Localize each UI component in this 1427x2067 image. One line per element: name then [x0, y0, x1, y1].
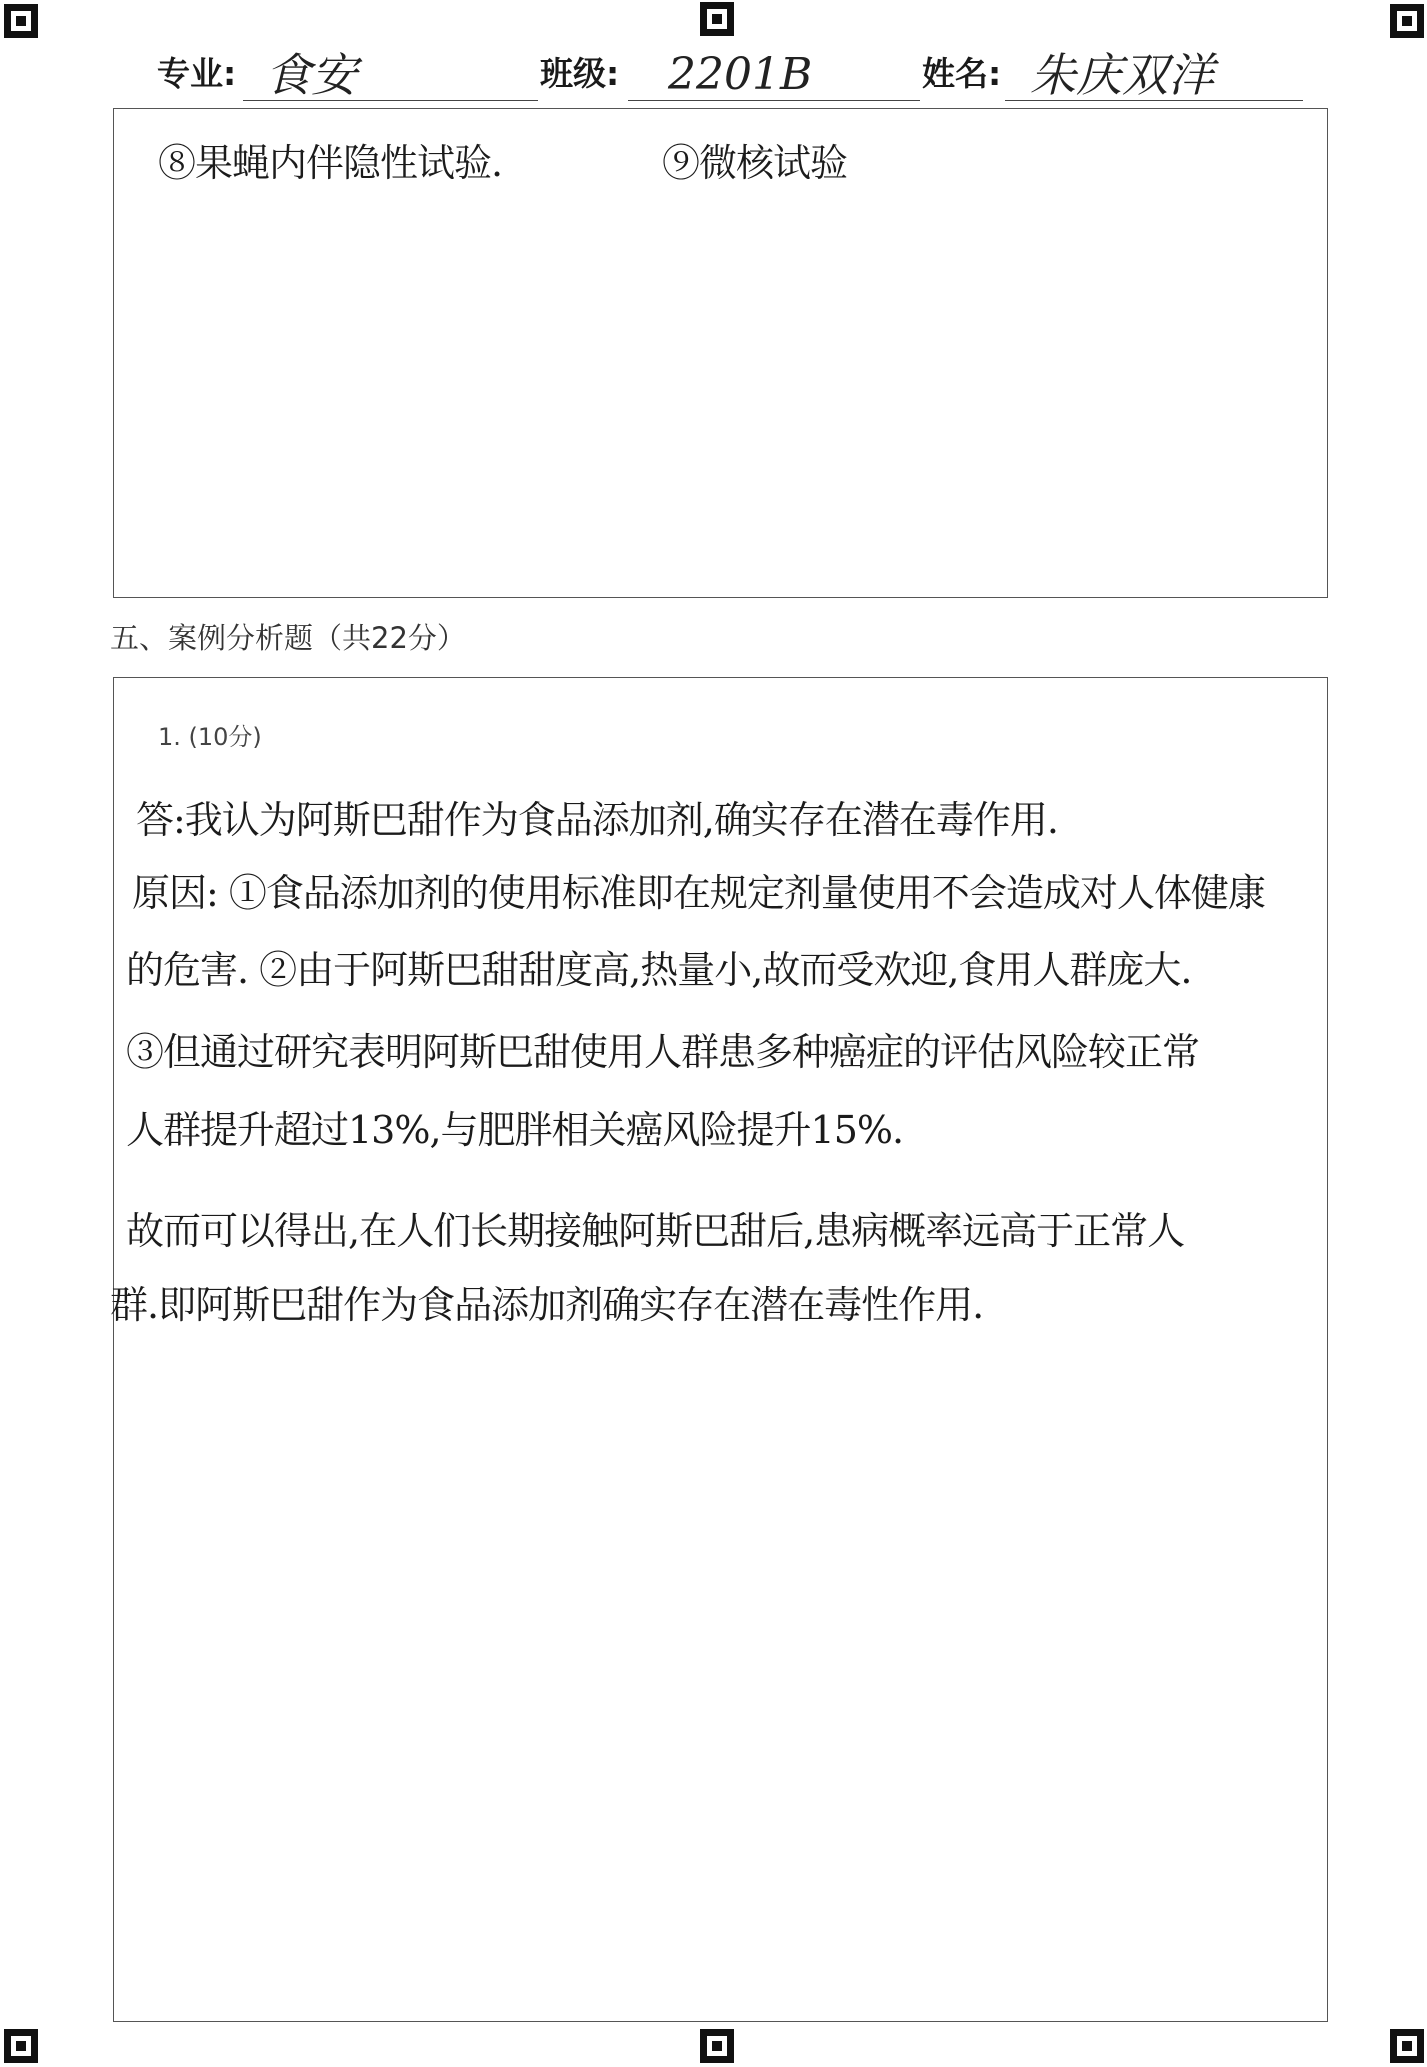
class-underline: [628, 100, 920, 101]
student-info-header: [0, 48, 1427, 112]
major-label: 专业:: [157, 54, 237, 93]
handwritten-item: ⑨微核试验: [662, 141, 848, 185]
corner-marker-top-right: [1390, 4, 1424, 38]
answer-line: ③但通过研究表明阿斯巴甜使用人群患多种癌症的评估风险较正常: [126, 1030, 1200, 1074]
major-value: 食安: [265, 48, 357, 102]
class-value: 2201B: [668, 49, 813, 100]
corner-marker-top-left: [4, 4, 38, 38]
corner-marker-bottom-left: [4, 2029, 38, 2063]
answer-line: 答:我认为阿斯巴甜作为食品添加剂,确实存在潜在毒作用.: [136, 798, 1058, 842]
answer-line: 群.即阿斯巴甜作为食品添加剂确实存在潜在毒性作用.: [110, 1283, 984, 1327]
question-number: 1. (10分): [158, 723, 262, 751]
section-title: 五、案例分析题（共22分）: [110, 621, 466, 655]
handwritten-item: ⑧果蝇内伴隐性试验.: [158, 141, 503, 185]
answer-line: 故而可以得出,在人们长期接触阿斯巴甜后,患病概率远高于正常人: [126, 1209, 1185, 1253]
class-label: 班级:: [540, 54, 620, 93]
answer-line: 人群提升超过13%,与肥胖相关癌风险提升15%.: [126, 1108, 904, 1152]
name-value: 朱庆双洋: [1030, 48, 1214, 102]
corner-marker-bottom-right: [1390, 2029, 1424, 2063]
answer-line: 原因: ①食品添加剂的使用标准即在规定剂量使用不会造成对人体健康: [132, 871, 1265, 915]
alignment-marker-bottom-center: [700, 2029, 734, 2063]
answer-line: 的危害. ②由于阿斯巴甜甜度高,热量小,故而受欢迎,食用人群庞大.: [126, 948, 1192, 992]
alignment-marker-top-center: [700, 2, 734, 36]
name-label: 姓名:: [922, 54, 1002, 93]
